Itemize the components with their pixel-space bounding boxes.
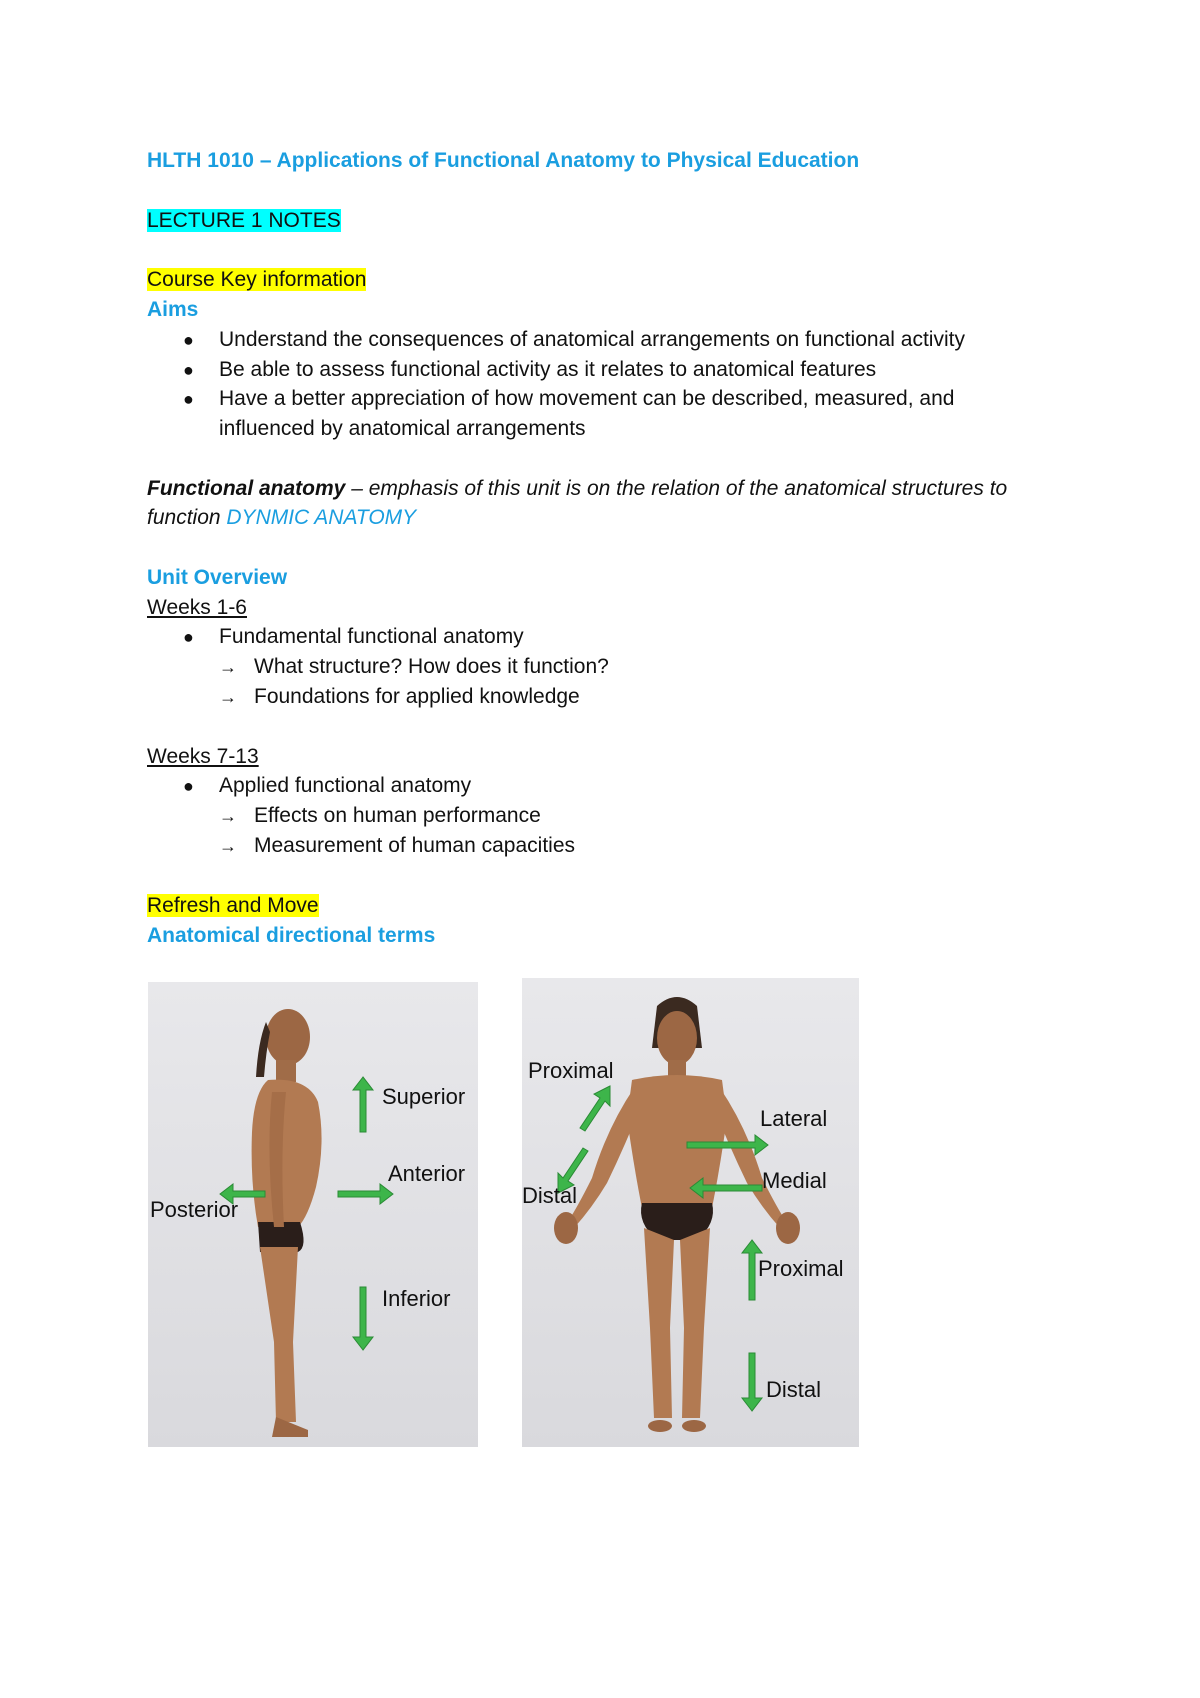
label-inferior: Inferior [382,1286,451,1311]
weeks-1-6-sub: What structure? How does it function? [254,655,609,678]
weeks-7-13-label: Weeks 7-13 [147,745,259,768]
weeks-1-6-label: Weeks 1-6 [147,596,247,619]
label-distal-left: Distal [522,1183,578,1208]
arrow-right-icon: → [219,687,237,707]
course-key-label: Course Key information [147,268,367,291]
label-medial: Medial [762,1168,827,1193]
directional-terms-heading: Anatomical directional terms [147,924,436,947]
weeks-7-13-sub: Measurement of human capacities [254,834,575,857]
weeks-1-6-bullet: Fundamental functional anatomy [219,625,524,648]
aims-item: Have a better appreciation of how movement can be described, measured, and [219,387,955,410]
front-view-figure [522,978,859,1447]
arrow-right-icon: → [219,657,237,677]
functional-anatomy-line2 [147,504,416,532]
functional-anatomy-term: Functional anatomy [147,477,346,500]
arrow-right-icon: → [219,836,237,856]
side-view-figure [148,982,478,1447]
label-lateral: Lateral [760,1106,828,1131]
bullet-icon: ● [183,776,194,796]
lecture-heading [147,207,341,235]
lecture-label: LECTURE 1 NOTES [147,209,341,232]
refresh-heading [147,892,319,920]
document-title: HLTH 1010 – Applications of Functional Anatomy to Physical Education [147,149,860,172]
weeks-7-13-sub: Effects on human performance [254,804,541,827]
label-superior: Superior [382,1084,466,1109]
unit-overview-heading: Unit Overview [147,566,288,589]
aims-item-continued: influenced by anatomical arrangements [219,417,586,440]
label-proximal-bottom: Proximal [758,1256,844,1281]
bullet-icon: ● [183,360,194,380]
weeks-1-6-sub: Foundations for applied knowledge [254,685,580,708]
bullet-icon: ● [183,389,194,409]
aims-item: Be able to assess functional activity as it relates to anatomical features [219,358,877,381]
functional-anatomy-definition: – emphasis of this unit is on the relation of the anatomical structures to [345,477,1008,500]
label-posterior: Posterior [150,1197,239,1222]
dynamic-anatomy-label: DYNMIC ANATOMY [226,506,417,529]
arrow-right-icon: → [219,806,237,826]
functional-anatomy-function: function [147,506,227,529]
label-distal-bottom: Distal [766,1377,822,1402]
functional-anatomy-line1 [147,475,1007,503]
aims-heading: Aims [147,298,199,321]
weeks-7-13-bullet: Applied functional anatomy [219,774,472,797]
bullet-icon: ● [183,627,194,647]
label-proximal-top: Proximal [528,1058,614,1083]
refresh-label: Refresh and Move [147,894,319,917]
course-key-heading [147,266,366,294]
bullet-icon: ● [183,330,194,350]
label-anterior: Anterior [388,1161,466,1186]
aims-item: Understand the consequences of anatomical arrangements on functional activity [219,328,965,351]
